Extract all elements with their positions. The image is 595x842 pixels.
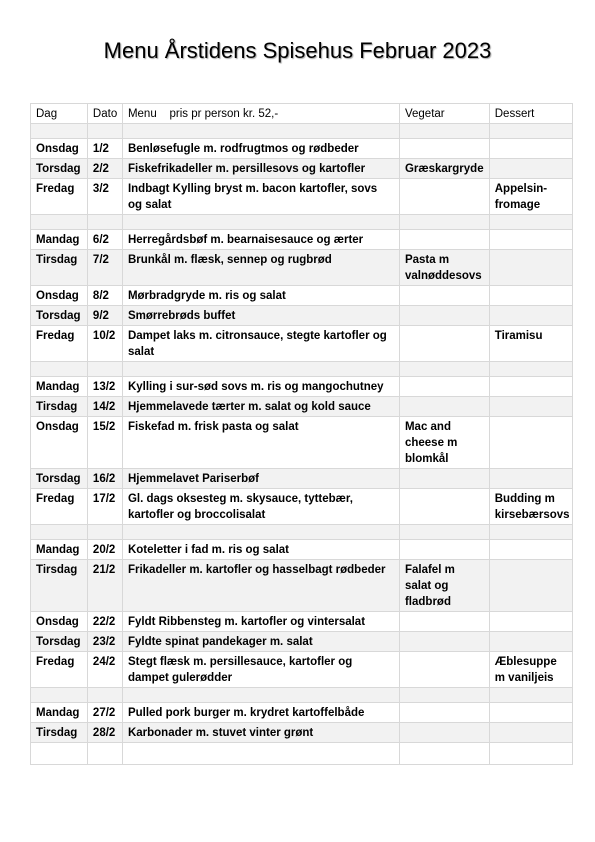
menu-cell: Fyldt Ribbensteg m. kartofler og vintersalat (122, 612, 399, 632)
dag-cell: Torsdag (31, 632, 88, 652)
dato-cell: 14/2 (87, 397, 122, 417)
header-dessert: Dessert (489, 104, 572, 124)
dag-cell: Torsdag (31, 306, 88, 326)
dato-cell: 6/2 (87, 230, 122, 250)
dessert-cell (489, 540, 572, 560)
vegetar-cell (399, 230, 489, 250)
dag-cell: Torsdag (31, 469, 88, 489)
menu-cell: Fyldte spinat pandekager m. salat (122, 632, 399, 652)
empty-cell (87, 688, 122, 703)
table-row (31, 723, 573, 743)
table-row (31, 560, 573, 612)
vegetar-cell (399, 139, 489, 159)
empty-cell (87, 215, 122, 230)
dag-cell: Onsdag (31, 612, 88, 632)
dag-cell: Mandag (31, 377, 88, 397)
dessert-cell (489, 612, 572, 632)
dato-cell: 9/2 (87, 306, 122, 326)
dato-cell: 10/2 (87, 326, 122, 362)
empty-cell (399, 124, 489, 139)
dessert-cell (489, 723, 572, 743)
vegetar-cell (399, 286, 489, 306)
dessert-cell (489, 286, 572, 306)
table-row (31, 652, 573, 688)
empty-cell (122, 743, 399, 765)
dato-cell: 3/2 (87, 179, 122, 215)
vegetar-cell (399, 397, 489, 417)
dag-cell: Torsdag (31, 159, 88, 179)
dato-cell: 21/2 (87, 560, 122, 612)
empty-cell (87, 525, 122, 540)
dag-cell: Mandag (31, 703, 88, 723)
vegetar-cell (399, 179, 489, 215)
trailing-empty-row (31, 743, 573, 765)
dato-cell: 15/2 (87, 417, 122, 469)
vegetar-cell: Falafel m salat og fladbrød (399, 560, 489, 612)
menu-cell: Hjemmelavet Pariserbøf (122, 469, 399, 489)
vegetar-cell: Græskargryde (399, 159, 489, 179)
empty-cell (489, 743, 572, 765)
vegetar-cell: Pasta m valnøddesovs (399, 250, 489, 286)
dag-cell: Tirsdag (31, 397, 88, 417)
dessert-cell (489, 139, 572, 159)
vegetar-cell (399, 703, 489, 723)
dessert-cell (489, 306, 572, 326)
empty-cell (399, 362, 489, 377)
menu-cell: Brunkål m. flæsk, sennep og rugbrød (122, 250, 399, 286)
dessert-cell (489, 560, 572, 612)
dato-cell: 13/2 (87, 377, 122, 397)
dessert-cell (489, 250, 572, 286)
dato-cell: 17/2 (87, 489, 122, 525)
week-separator-row (31, 124, 573, 139)
empty-cell (87, 362, 122, 377)
vegetar-cell (399, 469, 489, 489)
dessert-cell (489, 469, 572, 489)
menu-cell: Mørbradgryde m. ris og salat (122, 286, 399, 306)
dato-cell: 27/2 (87, 703, 122, 723)
menu-table-body (31, 104, 573, 765)
menu-cell: Dampet laks m. citronsauce, stegte kartofler og salat (122, 326, 399, 362)
dag-cell: Mandag (31, 230, 88, 250)
table-row (31, 540, 573, 560)
vegetar-cell (399, 326, 489, 362)
vegetar-cell (399, 632, 489, 652)
table-row (31, 306, 573, 326)
vegetar-cell: Mac and cheese m blomkål (399, 417, 489, 469)
empty-cell (122, 525, 399, 540)
table-row (31, 377, 573, 397)
menu-cell: Gl. dags oksesteg m. skysauce, tyttebær, kartofler og broccolisalat (122, 489, 399, 525)
dato-cell: 28/2 (87, 723, 122, 743)
dessert-cell: Appelsin-fromage (489, 179, 572, 215)
week-separator-row (31, 688, 573, 703)
dato-cell: 22/2 (87, 612, 122, 632)
dato-cell: 23/2 (87, 632, 122, 652)
menu-cell: Smørrebrøds buffet (122, 306, 399, 326)
table-row (31, 632, 573, 652)
empty-cell (31, 215, 88, 230)
empty-cell (31, 743, 88, 765)
dag-cell: Fredag (31, 652, 88, 688)
empty-cell (489, 215, 572, 230)
menu-cell: Fiskefad m. frisk pasta og salat (122, 417, 399, 469)
menu-cell: Indbagt Kylling bryst m. bacon kartofler, sovs og salat (122, 179, 399, 215)
table-row (31, 286, 573, 306)
dessert-cell: Budding m kirsebærsovs (489, 489, 572, 525)
table-row (31, 250, 573, 286)
menu-cell: Koteletter i fad m. ris og salat (122, 540, 399, 560)
dessert-cell (489, 632, 572, 652)
menu-cell: Hjemmelavede tærter m. salat og kold sauce (122, 397, 399, 417)
table-row (31, 469, 573, 489)
dato-cell: 1/2 (87, 139, 122, 159)
empty-cell (399, 215, 489, 230)
vegetar-cell (399, 723, 489, 743)
menu-cell: Benløsefugle m. rodfrugtmos og rødbeder (122, 139, 399, 159)
empty-cell (122, 688, 399, 703)
vegetar-cell (399, 377, 489, 397)
dessert-cell (489, 397, 572, 417)
header-vegetar: Vegetar (399, 104, 489, 124)
week-separator-row (31, 362, 573, 377)
empty-cell (122, 362, 399, 377)
empty-cell (31, 525, 88, 540)
dessert-cell: Tiramisu (489, 326, 572, 362)
dato-cell: 16/2 (87, 469, 122, 489)
dessert-cell (489, 703, 572, 723)
dato-cell: 24/2 (87, 652, 122, 688)
dag-cell: Tirsdag (31, 250, 88, 286)
dag-cell: Onsdag (31, 417, 88, 469)
empty-cell (489, 362, 572, 377)
vegetar-cell (399, 540, 489, 560)
dag-cell: Tirsdag (31, 560, 88, 612)
dag-cell: Fredag (31, 489, 88, 525)
table-row (31, 417, 573, 469)
dato-cell: 8/2 (87, 286, 122, 306)
table-row (31, 139, 573, 159)
menu-cell: Stegt flæsk m. persillesauce, kartofler og dampet gulerødder (122, 652, 399, 688)
table-row (31, 159, 573, 179)
empty-cell (31, 124, 88, 139)
menu-cell: Fiskefrikadeller m. persillesovs og kartofler (122, 159, 399, 179)
table-row (31, 397, 573, 417)
table-row (31, 703, 573, 723)
empty-cell (31, 362, 88, 377)
empty-cell (122, 124, 399, 139)
table-header-row (31, 104, 573, 124)
table-row (31, 230, 573, 250)
menu-cell: Kylling i sur-sød sovs m. ris og mangochutney (122, 377, 399, 397)
vegetar-cell (399, 306, 489, 326)
dessert-cell (489, 230, 572, 250)
header-menu: Menu pris pr person kr. 52,- (122, 104, 399, 124)
empty-cell (87, 743, 122, 765)
empty-cell (87, 124, 122, 139)
dato-cell: 20/2 (87, 540, 122, 560)
empty-cell (122, 215, 399, 230)
dag-cell: Fredag (31, 179, 88, 215)
dessert-cell: Æblesuppe m vaniljeis (489, 652, 572, 688)
dag-cell: Fredag (31, 326, 88, 362)
menu-cell: Karbonader m. stuvet vinter grønt (122, 723, 399, 743)
vegetar-cell (399, 612, 489, 632)
dag-cell: Mandag (31, 540, 88, 560)
table-row (31, 179, 573, 215)
vegetar-cell (399, 489, 489, 525)
header-dato: Dato (87, 104, 122, 124)
empty-cell (489, 525, 572, 540)
empty-cell (399, 743, 489, 765)
menu-cell: Pulled pork burger m. krydret kartoffelbåde (122, 703, 399, 723)
empty-cell (399, 525, 489, 540)
empty-cell (31, 688, 88, 703)
dessert-cell (489, 159, 572, 179)
menu-cell: Herregårdsbøf m. bearnaisesauce og ærter (122, 230, 399, 250)
table-row (31, 612, 573, 632)
dag-cell: Onsdag (31, 139, 88, 159)
empty-cell (489, 688, 572, 703)
dag-cell: Onsdag (31, 286, 88, 306)
dessert-cell (489, 417, 572, 469)
dato-cell: 2/2 (87, 159, 122, 179)
menu-table (30, 103, 573, 765)
dessert-cell (489, 377, 572, 397)
dato-cell: 7/2 (87, 250, 122, 286)
page-title: Menu Årstidens Spisehus Februar 2023 (103, 38, 492, 63)
empty-cell (399, 688, 489, 703)
table-row (31, 326, 573, 362)
week-separator-row (31, 215, 573, 230)
dag-cell: Tirsdag (31, 723, 88, 743)
empty-cell (489, 124, 572, 139)
header-dag: Dag (31, 104, 88, 124)
vegetar-cell (399, 652, 489, 688)
table-row (31, 489, 573, 525)
week-separator-row (31, 525, 573, 540)
menu-cell: Frikadeller m. kartofler og hasselbagt rødbeder (122, 560, 399, 612)
